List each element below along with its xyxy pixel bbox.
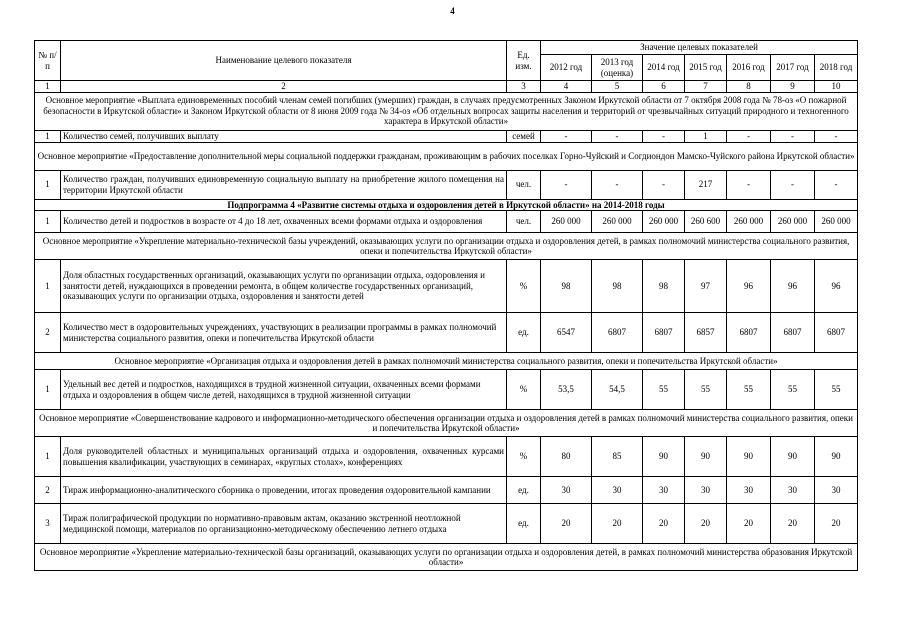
header-year: 2013 год (оценка) — [592, 55, 643, 81]
row-unit: семей — [507, 130, 541, 142]
row-value: 55 — [727, 370, 771, 410]
row-value: 80 — [541, 437, 592, 477]
col-number: 4 — [541, 81, 592, 93]
row-num: 1 — [35, 211, 61, 233]
section-row — [35, 410, 858, 437]
row-value: 30 — [592, 477, 643, 504]
page-number: 4 — [450, 6, 455, 16]
row-value: 6807 — [592, 313, 643, 353]
row-name: Количество граждан, получивших единовременную социальную выплату на приобретение жилого помещения на территории Иркутской области — [61, 170, 507, 199]
row-value: 30 — [685, 477, 727, 504]
row-value: 6807 — [727, 313, 771, 353]
row-unit: % — [507, 437, 541, 477]
table-row — [35, 437, 858, 477]
header-year: 2012 год — [541, 55, 592, 81]
row-value: - — [815, 170, 858, 199]
section-title: Основное мероприятие «Совершенствование кадрового и информационно-методического обеспечения организации отдыха и оздоровления детей в рамках полномочий министерства социального развития, опеки и попечительства Иркутской области» — [35, 410, 858, 437]
header-num: № п/п — [35, 41, 61, 81]
row-value: 30 — [815, 477, 858, 504]
row-value: - — [541, 170, 592, 199]
row-value: 20 — [592, 504, 643, 544]
row-value: - — [541, 130, 592, 142]
col-number: 1 — [35, 81, 61, 93]
row-value: - — [815, 130, 858, 142]
row-value: 90 — [685, 437, 727, 477]
row-value: 30 — [771, 477, 815, 504]
row-value: 54,5 — [592, 370, 643, 410]
row-value: 260 000 — [541, 211, 592, 233]
row-value: 96 — [815, 260, 858, 313]
row-value: 6547 — [541, 313, 592, 353]
row-num: 2 — [35, 313, 61, 353]
row-unit: ед. — [507, 477, 541, 504]
row-value: 260 000 — [643, 211, 685, 233]
section-title: Основное мероприятие «Укрепление материально-технической базы учреждений, оказывающих услуги по организации отдыха и оздоровления детей, в рамках полномочий министерства социального развития, опеки и попечительства Иркутской области» — [35, 233, 858, 260]
row-unit: чел. — [507, 211, 541, 233]
header-values-title: Значение целевых показателей — [541, 41, 858, 55]
section-title: Основное мероприятие «Организация отдыха и оздоровления детей в рамках полномочий министерства социального развития, опеки и попечительства Иркутской области» — [35, 353, 858, 370]
header-unit: Ед. изм. — [507, 41, 541, 81]
row-unit: % — [507, 260, 541, 313]
row-name: Доля областных государственных организаций, оказывающих услуги по организации отдыха, оздоровления и занятости детей, нуждающихся в проведении ремонта, в общем количестве государственных организаций, оказывающих услуги по организации отдыха, оздоровления и занятости детей — [61, 260, 507, 313]
row-value: - — [592, 130, 643, 142]
section-row — [35, 544, 858, 571]
row-value: 96 — [771, 260, 815, 313]
row-num: 1 — [35, 260, 61, 313]
col-number: 8 — [727, 81, 771, 93]
subprogram-row — [35, 199, 858, 211]
row-value: 20 — [685, 504, 727, 544]
row-value: 55 — [643, 370, 685, 410]
header-year: 2017 год — [771, 55, 815, 81]
section-row — [35, 142, 858, 170]
row-name: Количество детей и подростков в возрасте от 4 до 18 лет, охваченных всеми формами отдыха и оздоровления — [61, 211, 507, 233]
row-value: 53,5 — [541, 370, 592, 410]
row-value: 20 — [643, 504, 685, 544]
row-unit: чел. — [507, 170, 541, 199]
row-num: 1 — [35, 437, 61, 477]
row-num: 2 — [35, 477, 61, 504]
subprogram-title: Подпрограмма 4 «Развитие системы отдыха и оздоровления детей в Иркутской области» на 2014-2018 годы — [35, 199, 858, 211]
header-year: 2016 год — [727, 55, 771, 81]
section-title: Основное мероприятие «Предоставление дополнительной меры социальной поддержки гражданам, проживающим в рабочих поселках Горно-Чуйский и Согдиондон Мамско-Чуйского района Иркутской области» — [35, 142, 858, 170]
row-value: 30 — [541, 477, 592, 504]
section-row — [35, 233, 858, 260]
table-row — [35, 260, 858, 313]
header-year: 2014 год — [643, 55, 685, 81]
header-year: 2018 год — [815, 55, 858, 81]
table-row — [35, 170, 858, 199]
row-value: 30 — [727, 477, 771, 504]
col-number: 2 — [61, 81, 507, 93]
row-value: 20 — [727, 504, 771, 544]
row-value: - — [771, 130, 815, 142]
row-value: 260 000 — [592, 211, 643, 233]
col-number: 6 — [643, 81, 685, 93]
row-value: 6857 — [685, 313, 727, 353]
row-unit: ед. — [507, 313, 541, 353]
row-name: Доля руководителей областных и муниципальных организаций отдыха и оздоровления, охваченных курсами повышения квалификации, участвующих в семинарах, «круглых столах», конференциях — [61, 437, 507, 477]
row-value: 55 — [771, 370, 815, 410]
col-number: 5 — [592, 81, 643, 93]
indicators-table — [34, 40, 858, 571]
col-number: 3 — [507, 81, 541, 93]
row-name: Тираж полиграфической продукции по нормативно-правовым актам, оказанию экстренной неотложной медицинской помощи, материалов по организационно-методическому обеспечению летнего отдыха — [61, 504, 507, 544]
row-value: 90 — [643, 437, 685, 477]
row-value: - — [592, 170, 643, 199]
section-row — [35, 92, 858, 130]
row-value: 30 — [643, 477, 685, 504]
col-number: 10 — [815, 81, 858, 93]
row-value: 260 000 — [727, 211, 771, 233]
row-value: 217 — [685, 170, 727, 199]
table-row — [35, 370, 858, 410]
table-row — [35, 504, 858, 544]
row-value: 90 — [771, 437, 815, 477]
table-row — [35, 130, 858, 142]
row-value: - — [771, 170, 815, 199]
section-title: Основное мероприятие «Укрепление материально-технической базы организаций, оказывающих услуги по организации отдыха и оздоровления детей, в рамках полномочий министерства образования Иркутской области» — [35, 544, 858, 571]
table-row — [35, 477, 858, 504]
row-value: - — [727, 130, 771, 142]
row-name: Удельный вес детей и подростков, находящихся в трудной жизненной ситуации, охваченных всеми формами отдыха и оздоровления в общем числе детей, находящихся в трудной жизненной ситуации — [61, 370, 507, 410]
row-num: 1 — [35, 370, 61, 410]
row-value: 20 — [815, 504, 858, 544]
row-value: 90 — [815, 437, 858, 477]
row-value: 260 000 — [815, 211, 858, 233]
row-value: 85 — [592, 437, 643, 477]
row-value: 20 — [771, 504, 815, 544]
row-value: 260 000 — [771, 211, 815, 233]
row-name: Тираж информационно-аналитического сборника о проведении, итогах проведения оздоровительной кампании — [61, 477, 507, 504]
row-name: Количество семей, получивших выплату — [61, 130, 507, 142]
row-value: 90 — [727, 437, 771, 477]
section-title: Основное мероприятие «Выплата единовременных пособий членам семей погибших (умерших) граждан, в случаях предусмотренных Законом Иркутской области от 7 октября 2008 года № 78-оз «О пожарной безопасности в Иркутской области» и Законом Иркутской области от 8 июня 2009 года № 34-оз «Об отдельных вопросах защиты населения и территорий от чрезвычайных ситуаций природного и техногенного характера в Иркутской области» — [35, 92, 858, 130]
row-value: 97 — [685, 260, 727, 313]
row-value: 98 — [643, 260, 685, 313]
row-value: 6807 — [643, 313, 685, 353]
table-row — [35, 313, 858, 353]
row-value: 55 — [815, 370, 858, 410]
row-num: 3 — [35, 504, 61, 544]
row-value: 55 — [685, 370, 727, 410]
row-value: 260 600 — [685, 211, 727, 233]
row-value: - — [727, 170, 771, 199]
row-value: 6807 — [771, 313, 815, 353]
row-unit: % — [507, 370, 541, 410]
table-row — [35, 211, 858, 233]
row-value: 20 — [541, 504, 592, 544]
header-year: 2015 год — [685, 55, 727, 81]
row-value: - — [643, 130, 685, 142]
row-value: 6807 — [815, 313, 858, 353]
section-row — [35, 353, 858, 370]
col-number: 9 — [771, 81, 815, 93]
row-value: 98 — [592, 260, 643, 313]
row-unit: ед. — [507, 504, 541, 544]
col-number: 7 — [685, 81, 727, 93]
row-value: 1 — [685, 130, 727, 142]
header-name: Наименование целевого показателя — [61, 41, 507, 81]
row-value: 96 — [727, 260, 771, 313]
row-num: 1 — [35, 130, 61, 142]
row-name: Количество мест в оздоровительных учреждениях, участвующих в реализации программы в рамках полномочий министерства социального развития, опеки и попечительства Иркутской области — [61, 313, 507, 353]
row-num: 1 — [35, 170, 61, 199]
row-value: 98 — [541, 260, 592, 313]
row-value: - — [643, 170, 685, 199]
